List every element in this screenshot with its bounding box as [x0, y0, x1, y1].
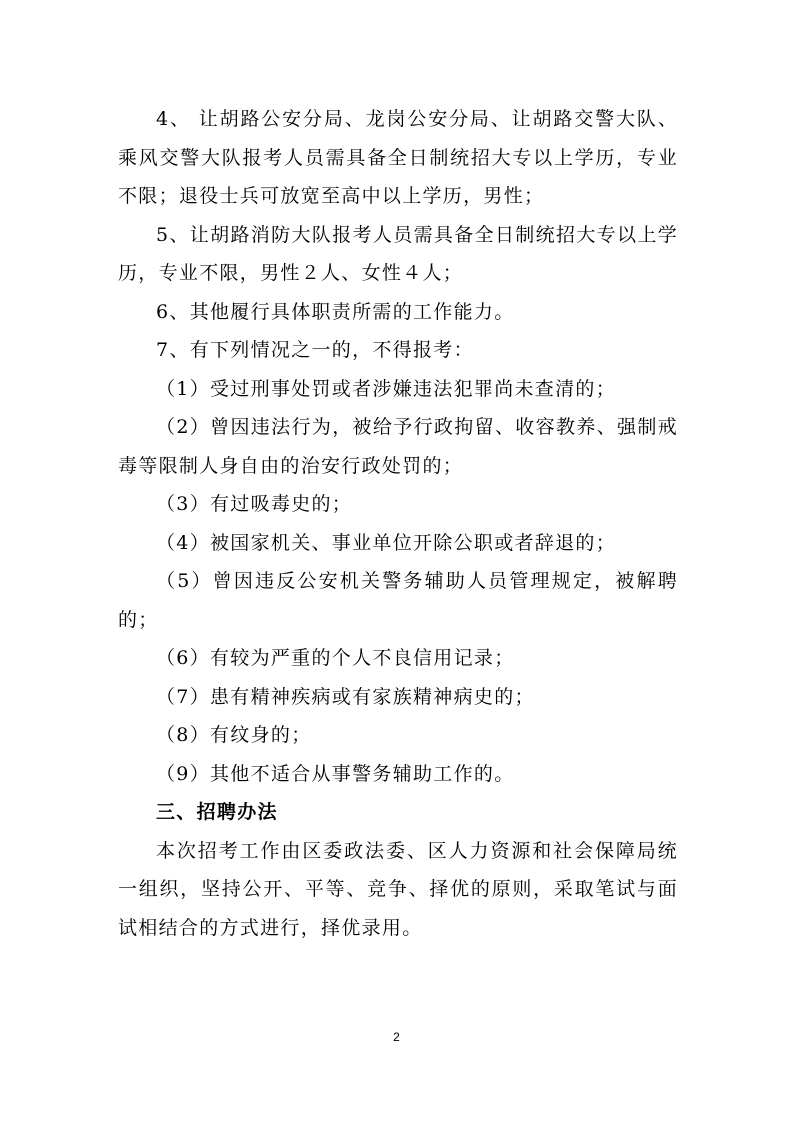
exclusion-item-4: （4）被国家机关、事业单位开除公职或者辞退的；	[156, 531, 616, 554]
recruitment-method-paragraph: 本次招考工作由区委政法委、区人力资源和社会保障局统一组织，坚持公开、平等、竞争、择优的原则，采取笔试与面试相结合的方式进行，择优录用。	[118, 839, 678, 939]
paragraph-item-7: 7、有下列情况之一的，不得报考：	[156, 339, 474, 361]
exclusion-item-7: （7）患有精神疾病或有家族精神病史的；	[156, 685, 535, 708]
exclusion-item-9: （9）其他不适合从事警务辅助工作的。	[156, 762, 515, 785]
exclusion-item-3: （3）有过吸毒史的；	[156, 493, 353, 515]
paragraph-item-6: 6、其他履行具体职责所需的工作能力。	[156, 300, 515, 323]
page-number: 2	[393, 1030, 400, 1044]
exclusion-item-1: （1）受过刑事处罚或者涉嫌违法犯罪尚未查清的；	[156, 377, 616, 400]
exclusion-item-6: （6）有较为严重的个人不良信用记录；	[156, 647, 515, 669]
exclusion-item-2: （2）曾因违法行为，被给予行政拘留、收容教养、强制戒毒等限制人身自由的治安行政处罚的；	[118, 416, 678, 477]
section-heading: 三、招聘办法	[156, 801, 278, 823]
paragraph-item-4: 4、 让胡路公安分局、龙岗公安分局、让胡路交警大队、乘风交警大队报考人员需具备全日制统招大专以上学历，专业不限；退役士兵可放宽至高中以上学历，男性；	[118, 108, 678, 207]
exclusion-item-8: （8）有纹身的；	[156, 724, 312, 746]
paragraph-item-5: 5、让胡路消防大队报考人员需具备全日制统招大专以上学历，专业不限，男性２人、女性４人；	[118, 223, 678, 284]
document-body	[118, 100, 678, 947]
exclusion-item-5: （5）曾因违反公安机关警务辅助人员管理规定，被解聘的；	[118, 570, 678, 631]
